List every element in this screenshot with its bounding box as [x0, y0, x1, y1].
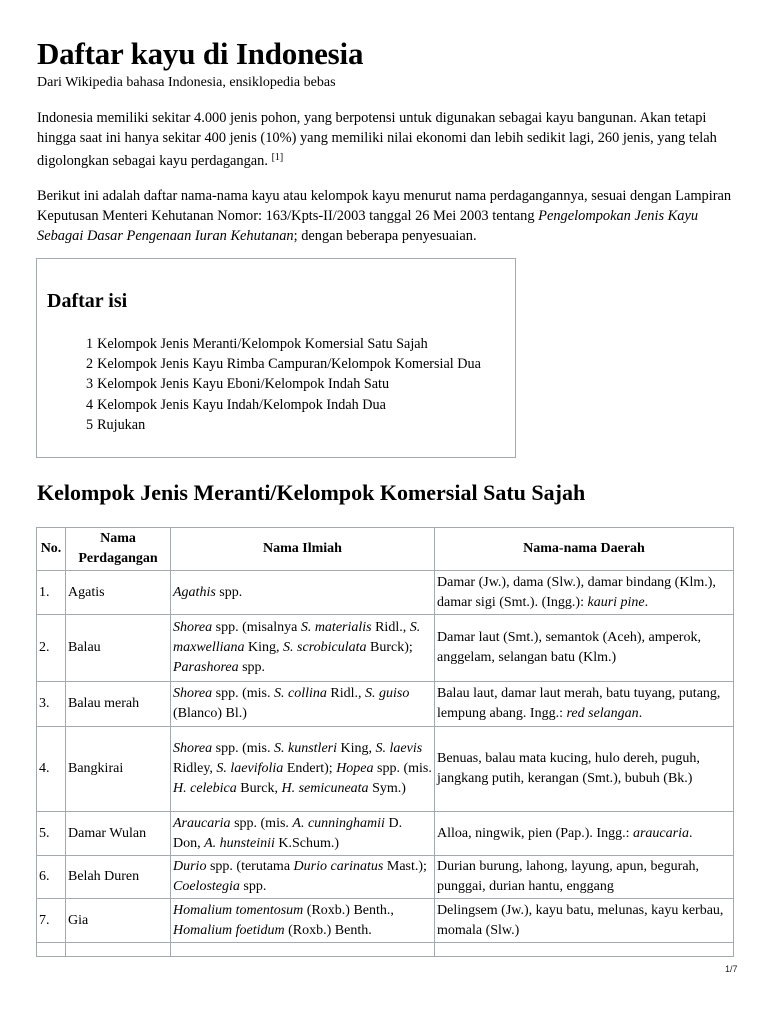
italic-text: red selangan	[566, 706, 639, 721]
table-row	[37, 812, 734, 856]
italic-text: H. semicuneata	[281, 781, 369, 796]
toc-item-number: 3	[86, 376, 94, 393]
text-segment: spp. (mis.	[230, 815, 293, 831]
italic-text: S. collina	[274, 686, 327, 701]
toc-item-number: 1	[86, 336, 94, 352]
table-row	[37, 571, 734, 615]
table-header-row	[37, 528, 734, 571]
toc-item-number: 5	[86, 416, 94, 433]
text-segment: (Blanco) Bl.)	[173, 706, 247, 721]
toc-item[interactable]	[86, 415, 481, 435]
italic-text: A. hunsteinii	[204, 835, 275, 851]
cell-scientific-name	[171, 615, 435, 682]
toc-item-label: Kelompok Jenis Kayu Eboni/Kelompok Indah Satu	[97, 376, 390, 393]
toc-item-number: 4	[86, 396, 94, 413]
text-segment: spp. (mis.	[212, 686, 274, 701]
cell-no: 1.	[37, 571, 66, 615]
page-number: 1/7	[725, 964, 738, 974]
cell-trade-name: Balau	[66, 615, 171, 682]
text-segment: Delingsem (Jw.), kayu batu, melunas, kayu kerbau, momala (Slw.)	[437, 902, 724, 938]
text-segment: Burck,	[236, 781, 282, 796]
toc-item[interactable]	[86, 354, 481, 374]
table-of-contents	[36, 258, 516, 458]
cell-local-names	[435, 615, 734, 682]
table-row	[37, 682, 734, 727]
italic-text: S. laevis	[375, 741, 423, 756]
cell-trade-name: Belah Duren	[66, 856, 171, 899]
text-segment: spp. (mis.	[373, 761, 432, 776]
cell-local-names	[435, 571, 734, 615]
text-segment: spp.	[215, 584, 243, 600]
text-segment: D. Don,	[173, 815, 403, 851]
toc-item[interactable]	[86, 395, 481, 415]
page-subtitle: Dari Wikipedia bahasa Indonesia, ensiklopedia bebas	[37, 75, 336, 90]
wood-table	[36, 527, 734, 957]
italic-text: Shorea	[173, 741, 213, 756]
toc-item[interactable]	[86, 334, 481, 354]
text-segment: K.Schum.)	[274, 835, 340, 851]
table-row	[37, 943, 734, 957]
text-segment: Benuas, balau mata kucing, hulo dereh, puguh, jangkang putih, kerangan (Smt.), bubuh (Bk.)	[437, 751, 700, 786]
italic-text: Homalium tomentosum	[173, 902, 304, 918]
text-segment: (Roxb.) Benth.	[284, 922, 372, 938]
cell-local-names	[435, 899, 734, 943]
cell-no	[37, 943, 66, 957]
italic-text: Durio carinatus	[293, 859, 384, 874]
cell-trade-name: Gia	[66, 899, 171, 943]
cell-scientific-name	[171, 727, 435, 812]
text-segment: spp.	[238, 660, 266, 675]
italic-text: kauri pine	[587, 594, 645, 610]
citation-link[interactable]: [1]	[271, 152, 284, 163]
italic-text: S. laevifolia	[216, 761, 284, 776]
section-heading: Kelompok Jenis Meranti/Kelompok Komersial Satu Sajah	[37, 480, 586, 505]
cell-trade-name	[66, 943, 171, 957]
italic-text: araucaria	[632, 825, 689, 841]
header-trade-name: Nama Perdagangan	[66, 528, 171, 571]
intro-paragraph-1-text: Indonesia memiliki sekitar 4.000 jenis pohon, yang berpotensi untuk digunakan sebagai kayu bangunan. Akan tetapi hingga saat ini hanya sekitar 400 jenis (10%) yang memiliki nilai ekonomi dan lebih sedikit lagi, 260 jenis, yang telah digolongkan sebagai kayu perdagangan.	[37, 110, 717, 169]
toc-item-number: 2	[86, 356, 94, 373]
cell-local-names	[435, 682, 734, 727]
table-body	[37, 571, 734, 957]
italic-text: H. celebica	[173, 781, 237, 796]
cell-scientific-name	[171, 571, 435, 615]
text-segment: .	[688, 825, 693, 841]
header-no: No.	[37, 528, 66, 571]
text-segment: .	[644, 594, 649, 610]
text-segment: King,	[244, 640, 284, 655]
table-row	[37, 615, 734, 682]
text-segment: Ridley,	[173, 761, 217, 776]
text-segment: (Roxb.) Benth.,	[303, 902, 394, 918]
text-segment: spp. (terutama	[206, 859, 294, 874]
cell-no: 7.	[37, 899, 66, 943]
italic-text: Homalium foetidum	[173, 922, 285, 938]
italic-text: Araucaria	[173, 815, 231, 831]
text-segment: Balau laut, damar laut merah, batu tuyang, putang, lempung abang. Ingg.:	[437, 686, 721, 721]
cell-no: 6.	[37, 856, 66, 899]
cell-local-names	[435, 812, 734, 856]
cell-no: 4.	[37, 727, 66, 812]
cell-local-names	[435, 943, 734, 957]
cell-local-names	[435, 727, 734, 812]
text-segment: spp.	[239, 879, 267, 894]
cell-trade-name: Agatis	[66, 571, 171, 615]
italic-text: Shorea	[173, 620, 213, 635]
cell-scientific-name	[171, 812, 435, 856]
text-segment: Durian burung, lahong, layung, apun, begurah, punggai, durian hantu, enggang	[437, 859, 700, 894]
italic-text: Agathis	[173, 584, 216, 600]
intro-paragraph-2	[37, 186, 737, 246]
text-segment: Burck);	[366, 640, 413, 655]
italic-text: A. cunninghamii	[292, 815, 385, 831]
text-segment: Damar laut (Smt.), semantok (Aceh), amperok, anggelam, selangan batu (Klm.)	[437, 630, 701, 665]
text-segment: Endert);	[283, 761, 337, 776]
text-segment: .	[638, 706, 643, 721]
cell-no: 5.	[37, 812, 66, 856]
cell-trade-name: Bangkirai	[66, 727, 171, 812]
table-row	[37, 727, 734, 812]
intro-paragraph-1	[37, 108, 737, 171]
cell-trade-name: Damar Wulan	[66, 812, 171, 856]
cell-no: 2.	[37, 615, 66, 682]
italic-text: S. kunstleri	[274, 741, 337, 756]
text-segment: King,	[337, 741, 376, 756]
intro-paragraph-2-tail: ; dengan beberapa penyesuaian.	[293, 228, 477, 244]
cell-local-names	[435, 856, 734, 899]
toc-list	[86, 334, 481, 435]
intro-paragraph-2-text: Berikut ini adalah daftar nama-nama kayu atau kelompok kayu menurut nama perdagangannya, sesuai dengan Lampiran Keputusan Menteri Kehutanan Nomor: 163/Kpts-II/2003 tanggal 26 Mei 2003 tentang	[37, 188, 732, 224]
page-title: Daftar kayu di Indonesia	[37, 36, 364, 71]
toc-item[interactable]	[86, 374, 481, 394]
italic-text: S. maxwelliana	[173, 620, 421, 655]
italic-text: Durio	[173, 859, 207, 874]
text-segment: Mast.);	[383, 859, 427, 874]
toc-item-label: Kelompok Jenis Meranti/Kelompok Komersial Satu Sajah	[97, 336, 428, 352]
cell-scientific-name	[171, 899, 435, 943]
cell-scientific-name	[171, 943, 435, 957]
italic-text: Shorea	[173, 686, 213, 701]
toc-title: Daftar isi	[47, 290, 128, 312]
cell-no: 3.	[37, 682, 66, 727]
text-segment: spp. (misalnya	[212, 620, 301, 635]
italic-text: Parashorea	[173, 660, 239, 675]
text-segment: spp. (mis.	[212, 741, 274, 756]
header-local-names: Nama-nama Daerah	[435, 528, 734, 571]
italic-text: S. guiso	[365, 686, 410, 701]
toc-item-label: Kelompok Jenis Kayu Indah/Kelompok Indah Dua	[97, 396, 386, 413]
table-row	[37, 856, 734, 899]
italic-text: S. materialis	[300, 620, 372, 635]
toc-item-label: Rujukan	[97, 416, 146, 433]
italic-text: S. scrobiculata	[283, 640, 367, 655]
text-segment: Sym.)	[368, 781, 406, 796]
italic-text: Coelostegia	[173, 879, 240, 894]
cell-scientific-name	[171, 856, 435, 899]
italic-text: Hopea	[336, 761, 374, 776]
decree-title: Pengelompokan Jenis Kayu Sebagai Dasar Pengenaan Iuran Kehutanan	[37, 208, 699, 244]
cell-scientific-name	[171, 682, 435, 727]
text-segment: Damar (Jw.), dama (Slw.), damar bindang (Klm.), damar sigi (Smt.). (Ingg.):	[437, 574, 716, 610]
toc-item-label: Kelompok Jenis Kayu Rimba Campuran/Kelompok Komersial Dua	[97, 356, 481, 373]
cell-trade-name: Balau merah	[66, 682, 171, 727]
table-row	[37, 899, 734, 943]
text-segment: Ridl.,	[371, 620, 410, 635]
text-segment: Ridl.,	[326, 686, 366, 701]
header-scientific-name: Nama Ilmiah	[171, 528, 435, 571]
text-segment: Alloa, ningwik, pien (Pap.). Ingg.:	[437, 825, 633, 841]
